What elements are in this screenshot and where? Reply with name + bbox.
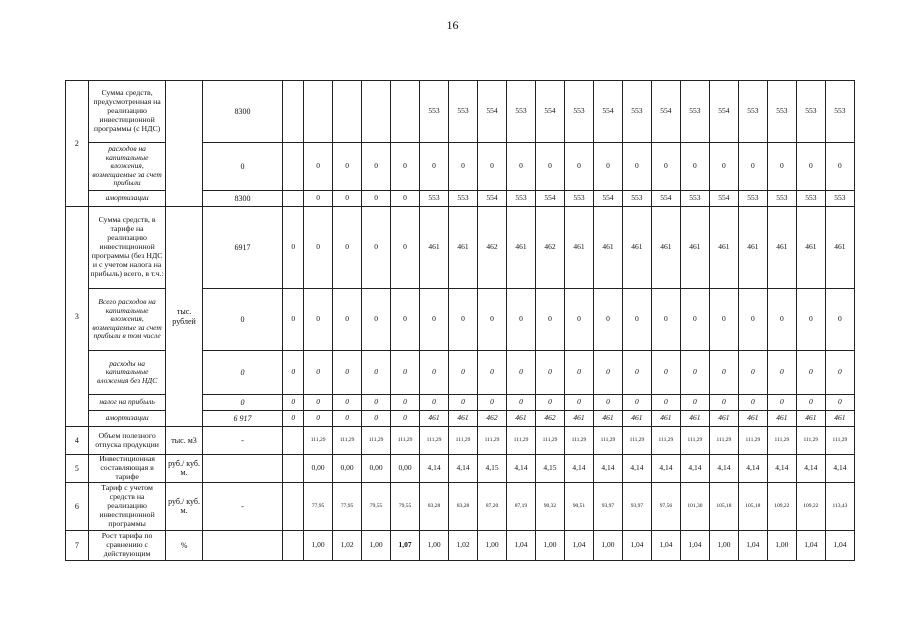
- value-cell: 111,29: [304, 427, 333, 455]
- row-label: Рост тарифа по сравнению с действующим: [88, 530, 166, 560]
- value-cell: 0: [283, 207, 304, 289]
- value-cell: 461: [738, 411, 767, 427]
- table-row: [66, 427, 855, 455]
- total-cell: 0: [202, 395, 283, 411]
- row-label: Всего расходов на капитальные вложения, возмещаемые за счет прибыли в том числе: [88, 289, 166, 351]
- value-cell: 0: [420, 395, 449, 411]
- value-cell: 87,19: [507, 482, 536, 530]
- value-cell: 111,29: [564, 427, 593, 455]
- value-cell: 1,00: [362, 530, 391, 560]
- value-cell: 1,00: [593, 530, 622, 560]
- value-cell: 79,55: [391, 482, 420, 530]
- value-cell: 0: [796, 395, 825, 411]
- value-cell: 1,00: [420, 530, 449, 560]
- value-cell: 4,14: [622, 455, 651, 483]
- value-cell: 0: [564, 289, 593, 351]
- value-cell: 0: [449, 351, 478, 395]
- value-cell: 111,29: [767, 427, 796, 455]
- value-cell: 0: [362, 207, 391, 289]
- value-cell: 0: [391, 411, 420, 427]
- row-label: амортизации: [88, 411, 166, 427]
- value-cell: 553: [767, 81, 796, 143]
- value-cell: 0: [651, 395, 680, 411]
- unit-cell: [166, 81, 202, 207]
- value-cell: 4,14: [680, 455, 709, 483]
- value-cell: 554: [651, 81, 680, 143]
- value-cell: 0: [478, 395, 507, 411]
- value-cell: 1,04: [622, 530, 651, 560]
- value-cell: 0: [420, 289, 449, 351]
- value-cell: [283, 191, 304, 207]
- value-cell: [304, 81, 333, 143]
- value-cell: 553: [564, 81, 593, 143]
- value-cell: 461: [449, 411, 478, 427]
- total-cell: 0: [202, 143, 283, 191]
- value-cell: 553: [825, 81, 854, 143]
- value-cell: 461: [449, 207, 478, 289]
- value-cell: 111,29: [709, 427, 738, 455]
- value-cell: [283, 482, 304, 530]
- value-cell: 0: [709, 143, 738, 191]
- value-cell: 461: [507, 207, 536, 289]
- value-cell: 0: [622, 289, 651, 351]
- value-cell: 105,18: [738, 482, 767, 530]
- value-cell: 553: [796, 191, 825, 207]
- value-cell: 0: [796, 143, 825, 191]
- value-cell: 553: [825, 191, 854, 207]
- value-cell: 554: [478, 81, 507, 143]
- investment-program-table: [65, 80, 855, 561]
- value-cell: 111,29: [507, 427, 536, 455]
- value-cell: 4,15: [535, 455, 564, 483]
- value-cell: 1,02: [333, 530, 362, 560]
- unit-cell: тыс. рублей: [166, 207, 202, 427]
- value-cell: 553: [564, 191, 593, 207]
- value-cell: 111,29: [651, 427, 680, 455]
- unit-cell: тыс. м3: [166, 427, 202, 455]
- value-cell: 461: [593, 207, 622, 289]
- value-cell: 0: [362, 351, 391, 395]
- value-cell: 4,14: [593, 455, 622, 483]
- value-cell: 0: [796, 351, 825, 395]
- value-cell: 0: [333, 191, 362, 207]
- value-cell: 553: [507, 191, 536, 207]
- value-cell: 553: [680, 81, 709, 143]
- value-cell: 111,29: [420, 427, 449, 455]
- value-cell: 0: [362, 143, 391, 191]
- row-label: Инвестиционная составляющая в тарифе: [88, 455, 166, 483]
- value-cell: 0: [449, 395, 478, 411]
- value-cell: 0: [362, 289, 391, 351]
- value-cell: 0: [738, 395, 767, 411]
- value-cell: 0,00: [333, 455, 362, 483]
- row-label: амортизации: [88, 191, 166, 207]
- value-cell: 111,29: [333, 427, 362, 455]
- value-cell: 462: [535, 411, 564, 427]
- value-cell: 461: [796, 411, 825, 427]
- value-cell: 1,02: [449, 530, 478, 560]
- value-cell: 79,55: [362, 482, 391, 530]
- value-cell: 0: [593, 143, 622, 191]
- value-cell: 0: [622, 351, 651, 395]
- row-label: Сумма средств, в тарифе на реализацию инвестиционной программы (без НДС и с учетом налога на прибыль) всего, в т.ч.:: [88, 207, 166, 289]
- value-cell: 0: [622, 395, 651, 411]
- value-cell: 4,14: [767, 455, 796, 483]
- row-label: налог на прибыль: [88, 395, 166, 411]
- value-cell: 0,00: [362, 455, 391, 483]
- value-cell: 553: [420, 81, 449, 143]
- value-cell: 111,29: [478, 427, 507, 455]
- value-cell: 461: [651, 207, 680, 289]
- value-cell: 0: [362, 395, 391, 411]
- value-cell: 554: [478, 191, 507, 207]
- value-cell: 0: [420, 351, 449, 395]
- value-cell: 0: [535, 143, 564, 191]
- value-cell: 553: [796, 81, 825, 143]
- value-cell: 0: [564, 395, 593, 411]
- value-cell: 4,14: [796, 455, 825, 483]
- value-cell: 0: [651, 351, 680, 395]
- value-cell: 461: [651, 411, 680, 427]
- value-cell: 111,29: [362, 427, 391, 455]
- value-cell: 554: [709, 81, 738, 143]
- value-cell: 553: [738, 191, 767, 207]
- row-label: Тариф с учетом средств на реализацию инвестиционной программы: [88, 482, 166, 530]
- value-cell: 93,97: [593, 482, 622, 530]
- value-cell: [391, 81, 420, 143]
- value-cell: 0: [680, 143, 709, 191]
- value-cell: 1,04: [651, 530, 680, 560]
- unit-cell: руб./ куб. м.: [166, 455, 202, 483]
- value-cell: 554: [593, 191, 622, 207]
- value-cell: 553: [622, 81, 651, 143]
- value-cell: 0: [825, 289, 854, 351]
- value-cell: 90,32: [535, 482, 564, 530]
- value-cell: 0: [304, 143, 333, 191]
- value-cell: 0: [283, 351, 304, 395]
- value-cell: 0: [796, 289, 825, 351]
- value-cell: 0: [283, 411, 304, 427]
- total-cell: 8300: [202, 81, 283, 143]
- total-cell: 6917: [202, 207, 283, 289]
- page-number: 16: [446, 18, 459, 32]
- value-cell: 462: [478, 411, 507, 427]
- value-cell: 0: [449, 289, 478, 351]
- value-cell: 4,14: [651, 455, 680, 483]
- value-cell: 553: [738, 81, 767, 143]
- value-cell: 0: [420, 143, 449, 191]
- row-label: Объем полезного отпуска продукции: [88, 427, 166, 455]
- value-cell: 0: [333, 351, 362, 395]
- value-cell: 0: [333, 207, 362, 289]
- value-cell: 4,14: [825, 455, 854, 483]
- value-cell: 4,14: [449, 455, 478, 483]
- value-cell: 113,43: [825, 482, 854, 530]
- value-cell: 109,22: [796, 482, 825, 530]
- total-cell: -: [202, 427, 283, 455]
- value-cell: 83,28: [420, 482, 449, 530]
- total-cell: [202, 530, 283, 560]
- value-cell: 0: [535, 351, 564, 395]
- row-label: расходы на капитальные вложения без НДС: [88, 351, 166, 395]
- value-cell: 0: [507, 351, 536, 395]
- value-cell: 554: [593, 81, 622, 143]
- value-cell: 462: [535, 207, 564, 289]
- value-cell: 1,04: [738, 530, 767, 560]
- value-cell: 0: [283, 289, 304, 351]
- value-cell: 553: [507, 81, 536, 143]
- value-cell: 0: [449, 143, 478, 191]
- value-cell: 0: [651, 289, 680, 351]
- value-cell: [362, 81, 391, 143]
- total-cell: -: [202, 482, 283, 530]
- value-cell: 0: [478, 143, 507, 191]
- value-cell: 0: [709, 351, 738, 395]
- value-cell: 0: [738, 351, 767, 395]
- value-cell: 0: [333, 289, 362, 351]
- value-cell: 461: [825, 411, 854, 427]
- value-cell: 1,00: [535, 530, 564, 560]
- value-cell: 0: [767, 289, 796, 351]
- value-cell: 461: [709, 207, 738, 289]
- value-cell: 0: [304, 191, 333, 207]
- value-cell: 461: [593, 411, 622, 427]
- row-number: 7: [66, 530, 89, 560]
- value-cell: 554: [709, 191, 738, 207]
- value-cell: 0: [391, 191, 420, 207]
- value-cell: 97,56: [651, 482, 680, 530]
- value-cell: 0: [333, 411, 362, 427]
- value-cell: 0: [564, 351, 593, 395]
- value-cell: 554: [535, 191, 564, 207]
- value-cell: 461: [738, 207, 767, 289]
- value-cell: 1,04: [507, 530, 536, 560]
- value-cell: 461: [420, 207, 449, 289]
- value-cell: 461: [709, 411, 738, 427]
- value-cell: 111,29: [796, 427, 825, 455]
- value-cell: 461: [680, 207, 709, 289]
- value-cell: 461: [767, 207, 796, 289]
- value-cell: 553: [449, 191, 478, 207]
- row-number: 4: [66, 427, 89, 455]
- value-cell: 0: [535, 289, 564, 351]
- value-cell: 0: [680, 351, 709, 395]
- row-number: 6: [66, 482, 89, 530]
- value-cell: 1,04: [564, 530, 593, 560]
- value-cell: 0: [304, 395, 333, 411]
- value-cell: 0: [767, 395, 796, 411]
- value-cell: [333, 81, 362, 143]
- value-cell: 461: [622, 207, 651, 289]
- value-cell: 0: [825, 143, 854, 191]
- value-cell: 0: [593, 289, 622, 351]
- row-number: 3: [66, 207, 89, 427]
- value-cell: 109,22: [767, 482, 796, 530]
- value-cell: 83,28: [449, 482, 478, 530]
- value-cell: 0: [304, 207, 333, 289]
- table-row: [66, 81, 855, 143]
- value-cell: 1,00: [767, 530, 796, 560]
- value-cell: 461: [564, 207, 593, 289]
- value-cell: 0: [651, 143, 680, 191]
- value-cell: 0,00: [304, 455, 333, 483]
- value-cell: 111,29: [391, 427, 420, 455]
- value-cell: 0: [362, 191, 391, 207]
- value-cell: 461: [767, 411, 796, 427]
- value-cell: 0: [622, 143, 651, 191]
- value-cell: 1,04: [680, 530, 709, 560]
- value-cell: 87,20: [478, 482, 507, 530]
- value-cell: 553: [449, 81, 478, 143]
- value-cell: 0: [283, 395, 304, 411]
- unit-cell: %: [166, 530, 202, 560]
- value-cell: 0: [767, 351, 796, 395]
- value-cell: 553: [420, 191, 449, 207]
- value-cell: 4,14: [420, 455, 449, 483]
- value-cell: 0: [825, 351, 854, 395]
- value-cell: [283, 530, 304, 560]
- table-row: [66, 482, 855, 530]
- value-cell: 4,14: [709, 455, 738, 483]
- table-row: [66, 530, 855, 560]
- total-cell: 6 917: [202, 411, 283, 427]
- value-cell: 461: [564, 411, 593, 427]
- total-cell: 8300: [202, 191, 283, 207]
- value-cell: 0: [825, 395, 854, 411]
- value-cell: 4,14: [507, 455, 536, 483]
- value-cell: 0: [680, 289, 709, 351]
- value-cell: 93,97: [622, 482, 651, 530]
- value-cell: 111,29: [680, 427, 709, 455]
- row-label: Сумма средств, предусмотренная на реализацию инвестиционной программы (с НДС): [88, 81, 166, 143]
- table-row: [66, 455, 855, 483]
- value-cell: 553: [680, 191, 709, 207]
- value-cell: 554: [651, 191, 680, 207]
- value-cell: 111,29: [535, 427, 564, 455]
- value-cell: 4,14: [564, 455, 593, 483]
- value-cell: 0: [564, 143, 593, 191]
- total-cell: 0: [202, 289, 283, 351]
- value-cell: 0: [738, 143, 767, 191]
- value-cell: 1,00: [478, 530, 507, 560]
- total-cell: 0: [202, 351, 283, 395]
- row-number: 2: [66, 81, 89, 207]
- value-cell: 1,07: [391, 530, 420, 560]
- value-cell: 4,15: [478, 455, 507, 483]
- value-cell: 0: [333, 395, 362, 411]
- unit-cell: руб./ куб. м.: [166, 482, 202, 530]
- value-cell: 0: [709, 395, 738, 411]
- table-row: [66, 207, 855, 289]
- value-cell: 0: [738, 289, 767, 351]
- value-cell: 0: [507, 289, 536, 351]
- value-cell: 105,18: [709, 482, 738, 530]
- value-cell: 0: [593, 395, 622, 411]
- value-cell: 0: [767, 143, 796, 191]
- value-cell: 0: [507, 143, 536, 191]
- value-cell: 111,29: [593, 427, 622, 455]
- value-cell: 0: [507, 395, 536, 411]
- value-cell: 461: [507, 411, 536, 427]
- value-cell: 461: [825, 207, 854, 289]
- value-cell: 0: [304, 289, 333, 351]
- value-cell: 0: [391, 351, 420, 395]
- value-cell: 0: [391, 395, 420, 411]
- value-cell: 0,00: [391, 455, 420, 483]
- row-label: расходов на капитальные вложения, возмещаемые за счет прибыли: [88, 143, 166, 191]
- value-cell: [283, 143, 304, 191]
- value-cell: 553: [767, 191, 796, 207]
- value-cell: 0: [391, 289, 420, 351]
- total-cell: [202, 455, 283, 483]
- value-cell: 101,30: [680, 482, 709, 530]
- value-cell: 111,29: [622, 427, 651, 455]
- value-cell: 4,14: [738, 455, 767, 483]
- value-cell: 77,95: [304, 482, 333, 530]
- value-cell: [283, 455, 304, 483]
- value-cell: 462: [478, 207, 507, 289]
- value-cell: 553: [622, 191, 651, 207]
- value-cell: 461: [622, 411, 651, 427]
- value-cell: 0: [593, 351, 622, 395]
- value-cell: 0: [680, 395, 709, 411]
- value-cell: 554: [535, 81, 564, 143]
- value-cell: 0: [333, 143, 362, 191]
- value-cell: 0: [709, 289, 738, 351]
- value-cell: 111,29: [449, 427, 478, 455]
- value-cell: 0: [362, 411, 391, 427]
- value-cell: 0: [304, 411, 333, 427]
- value-cell: 461: [796, 207, 825, 289]
- value-cell: 461: [420, 411, 449, 427]
- value-cell: 111,29: [738, 427, 767, 455]
- value-cell: [283, 81, 304, 143]
- value-cell: 0: [391, 207, 420, 289]
- value-cell: 1,04: [825, 530, 854, 560]
- row-number: 5: [66, 455, 89, 483]
- value-cell: 1,00: [709, 530, 738, 560]
- value-cell: 111,29: [825, 427, 854, 455]
- value-cell: 0: [304, 351, 333, 395]
- value-cell: 90,51: [564, 482, 593, 530]
- value-cell: 461: [680, 411, 709, 427]
- value-cell: 0: [478, 351, 507, 395]
- value-cell: 0: [391, 143, 420, 191]
- value-cell: 77,95: [333, 482, 362, 530]
- value-cell: 0: [535, 395, 564, 411]
- value-cell: 0: [478, 289, 507, 351]
- value-cell: [283, 427, 304, 455]
- value-cell: 1,00: [304, 530, 333, 560]
- value-cell: 1,04: [796, 530, 825, 560]
